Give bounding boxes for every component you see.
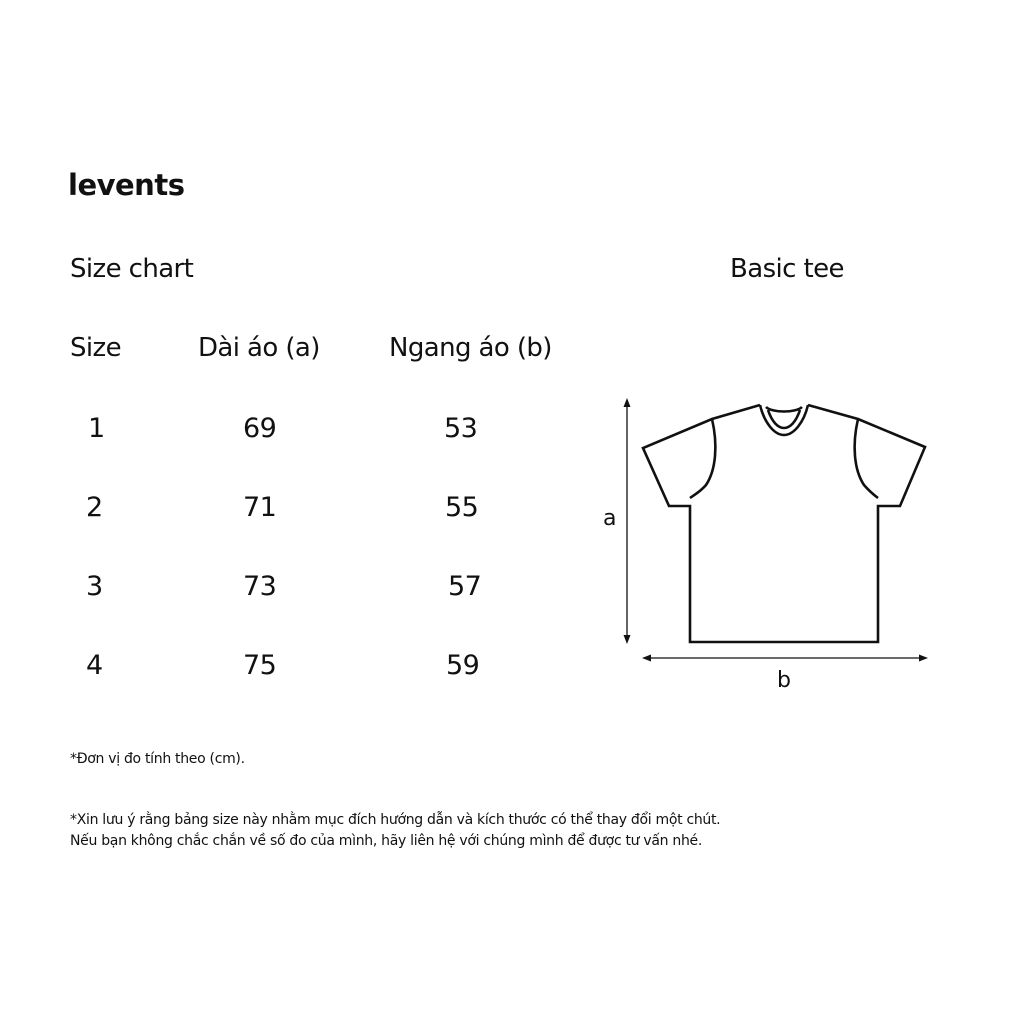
cell-width: 55: [445, 492, 479, 523]
cell-width: 57: [448, 571, 482, 602]
cell-length: 73: [243, 571, 277, 602]
cell-size: 3: [86, 571, 103, 602]
cell-width: 59: [446, 650, 480, 681]
header-width: Ngang áo (b): [389, 333, 552, 363]
header-size: Size: [70, 333, 121, 363]
page-title: Size chart: [70, 254, 194, 284]
cell-width: 53: [444, 413, 478, 444]
width-arrow: [642, 655, 928, 662]
cell-length: 71: [243, 492, 277, 523]
cell-length: 75: [243, 650, 277, 681]
product-name: Basic tee: [730, 254, 844, 284]
label-b: b: [777, 668, 791, 693]
disclaimer-line-1: *Xin lưu ý rằng bảng size này nhằm mục đích hướng dẫn và kích thước có thể thay đổi một chút.: [70, 812, 721, 828]
cell-size: 4: [86, 650, 103, 681]
disclaimer-line-2: Nếu bạn không chắc chắn về số đo của mình, hãy liên hệ với chúng mình để được tư vấn nhé.: [70, 833, 702, 849]
label-a: a: [603, 506, 617, 531]
cell-length: 69: [243, 413, 277, 444]
height-arrow: [624, 398, 631, 644]
cell-size: 2: [86, 492, 103, 523]
unit-note: *Đơn vị đo tính theo (cm).: [70, 751, 245, 767]
disclaimer: [70, 810, 720, 852]
tshirt-outline-icon: [643, 405, 925, 642]
header-length: Dài áo (a): [198, 333, 320, 363]
brand-logo: levents: [68, 168, 185, 202]
cell-size: 1: [88, 413, 105, 444]
